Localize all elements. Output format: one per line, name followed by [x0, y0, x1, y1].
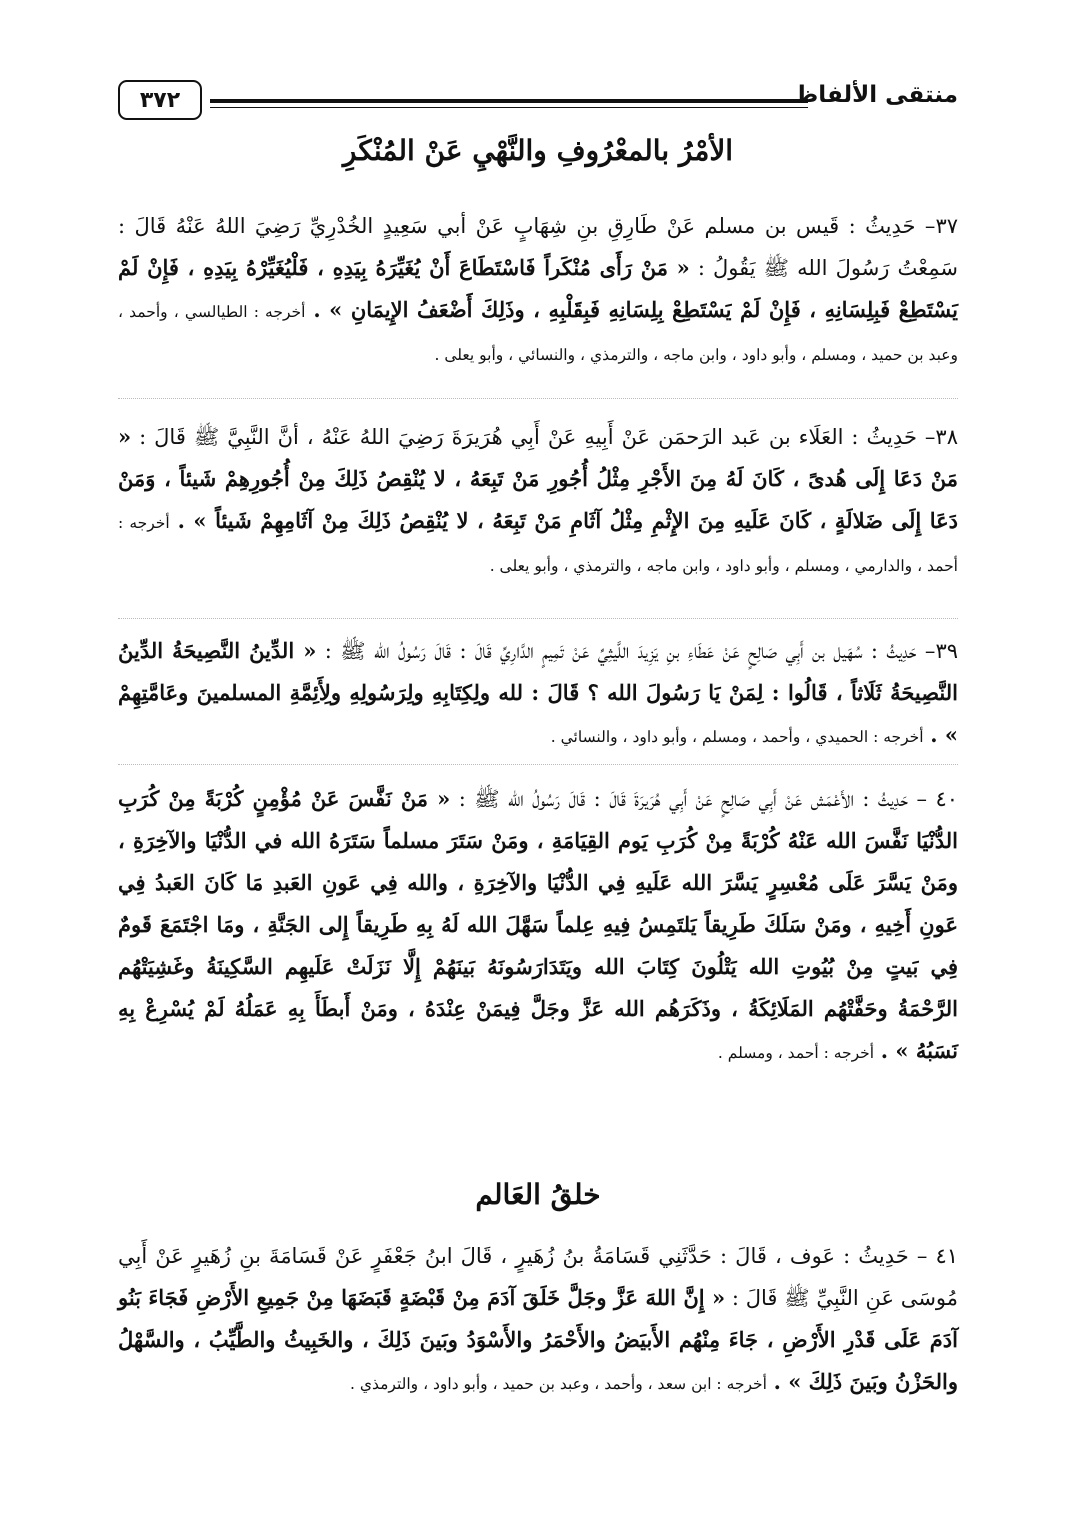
hadith-41-chain: ٤١ – حَدِيثُ : عَوف ، قَالَ : حَدَّثَنِي قَسَامَةُ بنُ زُهَيرٍ ، قَالَ ابنُ جَعْفَرٍ عَنْ قَسَامَةَ بنِ زُهَيرٍ عَنْ أَبِي مُوسَى عَنِ النَّبِيِّ ﷺ قَالَ :: [118, 1244, 959, 1310]
page-number: ٣٧٢: [118, 80, 202, 120]
hadith-39-text: « الدِّينُ النَّصِيحَةُ الدِّينُ النَّصِيحَةُ ثَلَاثاً ، قَالُوا : لِمَنْ يَا رَسُولَ الله ؟ قَالَ : لله ولِكِتَابِهِ ولِرَسُولِهِ ولِأَئِمَّةِ المسلمينَ وعَامَّتِهِمْ » .: [118, 638, 958, 747]
header-rule: [210, 99, 808, 108]
hadith-41: [118, 1236, 958, 1405]
hadith-38-text: « مَنْ دَعَا إِلَى هُدىً ، كَانَ لَهُ مِنَ الأَجْرِ مِثْلُ أُجُورِ مَنْ تَبِعَهُ ، لا يُنْقِصُ ذَلِكَ مِنْ أُجُورِهِمْ شَيئاً ، وَمَنْ دَعَا إِلَى ضَلالَةٍ ، كَانَ عَلَيهِ مِنَ الإِثْمِ مِثْلُ آثَامِ مَنْ تَبِعَهُ ، لا يُنْقِصُ ذَلِكَ مِنْ آثَامِهِمْ شَيئاً » .: [118, 424, 958, 533]
hadith-39: [118, 630, 958, 758]
divider: [118, 618, 958, 619]
hadith-38: [118, 416, 958, 587]
hadith-37-source: أخرجه : الطيالسي ، وأحمد ، وعبد بن حميد ، ومسلم ، وأبو داود ، وابن ماجه ، والترمذي ، والنسائي ، وأبو يعلى .: [118, 303, 958, 364]
hadith-40-text: « مَنْ نَفَّسَ عَنْ مُؤْمِنٍ كُرْبَةً مِنْ كُرَبِ الدُّنْيَا نَفَّسَ الله عَنْهُ كُرْبَةً مِنْ كُرَبِ يَوم القِيَامَةِ ، ومَنْ سَتَرَ مسلماً سَتَرَهُ الله في الدُّنْيَا والآخِرَةِ ، ومَنْ يَسَّرَ عَلَى مُعْسِرٍ يَسَّرَ الله عَلَيهِ فِي الدُّنْيَا والآخِرَةِ ، والله فِي عَونِ العَبدِ مَا كَانَ العَبدُ فِي عَونِ أَخِيهِ ، ومَنْ سَلَكَ طَرِيقاً يَلتَمِسُ فِيهِ عِلماً سَهَّلَ الله لَهُ بِهِ طَرِيقاً إِلى الجَنَّةِ ، ومَا اجْتَمَعَ قَومٌ فِي بَيتٍ مِنْ بُيُوتِ الله يَتْلُونَ كِتَابَ الله ويَتَدَارَسُونَهُ بَينَهُمْ إِلَّا نَزَلَتْ عَلَيهِم السَّكِينَةُ وغَشِيَتْهُم الرَّحْمَةُ وحَفَّتْهُم المَلَائِكَةُ ، وذَكَرَهُم الله عَزَّ وجَلَّ فِيمَنْ عِنْدَهُ ، ومَنْ أَبطَأَ بِهِ عَمَلُهُ لَمْ يُسْرِعْ بِهِ نَسَبُهُ » .: [118, 786, 958, 1063]
hadith-40-source: أخرجه : أحمد ، ومسلم .: [717, 1044, 875, 1062]
hadith-38-source: أخرجه : أحمد ، والدارمي ، ومسلم ، وأبو داود ، وابن ماجه ، والترمذي ، وأبو يعلى .: [118, 514, 958, 575]
hadith-38-chain: ٣٨– حَدِيثُ : العَلَاء بن عَبد الرَحمَن عَنْ أَبِيهِ عَنْ أَبِي هُرَيرَةَ رَضِيَ اللهُ عَنْهُ ، أنَّ النَّبِيَّ ﷺ قَالَ :: [139, 425, 958, 449]
section-heading-enjoining-good: الأمْرُ بالمعْرُوفِ والنَّهْيِ عَنْ المُنْكَرِ: [342, 134, 734, 167]
hadith-39-source: أخرجه : الحميدي ، وأحمد ، ومسلم ، وأبو داود ، والنسائي .: [550, 728, 924, 746]
hadith-37-chain: ٣٧– حَدِيثُ : قَيس بن مسلم عَنْ طَارِقِ بنِ شِهَابٍ عَنْ أبي سَعِيدٍ الخُدْرِيِّ رَضِيَ اللهُ عَنْهُ قَالَ : سَمِعْتُ رَسُولَ الله ﷺ يَقُولُ :: [118, 214, 958, 280]
divider: [118, 764, 958, 765]
hadith-37-text: « مَنْ رَأَى مُنْكَراً فَاسْتَطَاعَ أَنْ يُغَيِّرَهُ بِيَدِهِ ، فَلْيُغَيِّرْهُ بِيَدِهِ ، فَإِنْ لَمْ يَسْتَطِعْ فَبِلِسَانِهِ ، فَإِنْ لَمْ يَسْتَطِعْ بِلِسَانِهِ فَبِقَلْبِهِ ، وذَلِكَ أَضْعَفُ الإِيمَانِ » .: [118, 255, 958, 322]
hadith-37: [118, 206, 958, 376]
hadith-40: [118, 778, 958, 1074]
hadith-40-chain: ٤٠ – حَدِيثُ : الأَعْمَش عَنْ أَبِي صَالِحٍ عَنْ أَبِي هُرَيرَةَ قَالَ : قَالَ رَسُولُ الله ﷺ :: [458, 787, 959, 811]
section-heading-creation-of-world: خلقُ العَالم: [475, 1178, 601, 1211]
page-header: [118, 80, 958, 128]
hadith-41-text: « إِنَّ اللهَ عَزَّ وجَلَّ خَلَقَ آدَمَ مِنْ قَبْضَةٍ قَبَضَهَا مِنْ جَمِيعِ الأَرْضِ فَجَاءَ بَنُو آدَمَ عَلَى قَدْرِ الأَرْضِ ، جَاءَ مِنْهُم الأَبيَضُ والأَحْمَرُ والأَسْوَدُ وبَينَ ذَلِكَ ، والخَبِيثُ والطَّيِّبُ ، والسَّهْلُ والحَزْنُ وبَينَ ذَلِكَ » .: [118, 1285, 958, 1394]
running-title: منتقى الألفاظ: [794, 82, 958, 108]
hadith-39-chain: ٣٩– حَدِيثُ : سُهَيل بن أَبِي صَالِحٍ عَنْ عَطَاءِ بنِ يَزِيدَ اللَّيثِيِّ عَنْ تَمِيمٍ الدَّارِيِّ قَالَ : قَالَ رَسُولُ الله ﷺ :: [324, 639, 958, 663]
hadith-41-source: أخرجه : ابن سعد ، وأحمد ، وعبد بن حميد ، وأبو داود ، والترمذي .: [349, 1375, 767, 1393]
divider: [118, 398, 958, 399]
